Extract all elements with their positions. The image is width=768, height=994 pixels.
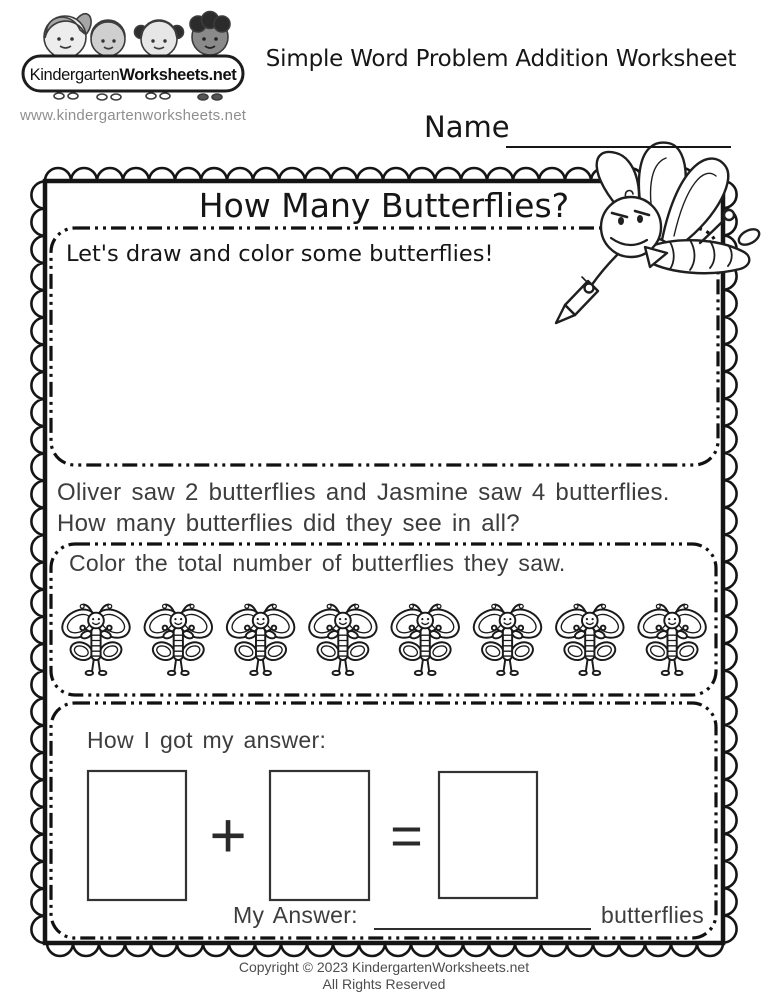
addend1-box[interactable] (88, 771, 186, 900)
butterfly-icon[interactable] (633, 604, 710, 675)
addend2-box[interactable] (270, 771, 369, 900)
my-answer-label: My Answer: (233, 902, 358, 928)
logo-text: KindergartenWorksheets.net (29, 66, 237, 84)
kindergarten-worksheets-logo (20, 6, 248, 106)
document-title: Simple Word Problem Addition Worksheet (265, 46, 737, 72)
name-input-line[interactable] (506, 112, 731, 148)
answer-input-line[interactable] (374, 902, 591, 930)
sum-box[interactable] (439, 772, 537, 898)
butterfly-row (57, 604, 710, 675)
my-answer-unit: butterflies (601, 902, 705, 928)
butterfly-icon[interactable] (387, 604, 464, 675)
color-prompt: Color the total number of butterflies they saw. (69, 550, 566, 576)
word-problem-line2: How many butterflies did they see in all? (57, 510, 520, 537)
worksheet-title: How Many Butterflies? (198, 186, 570, 225)
website-url: www.kindergartenworksheets.net (20, 107, 247, 124)
butterfly-icon[interactable] (551, 604, 628, 675)
butterfly-icon[interactable] (57, 604, 134, 675)
plus-sign: + (209, 799, 247, 871)
butterfly-icon[interactable] (304, 604, 381, 675)
butterfly-icon[interactable] (469, 604, 546, 675)
copyright-text: Copyright © 2023 KindergartenWorksheets.net (238, 959, 530, 975)
rights-text: All Rights Reserved (322, 976, 446, 992)
name-label: Name (424, 110, 510, 144)
answer-heading: How I got my answer: (87, 727, 327, 753)
draw-prompt: Let's draw and color some butterflies! (66, 241, 494, 267)
butterfly-icon[interactable] (140, 604, 217, 675)
equals-sign: = (390, 804, 423, 867)
word-problem-line1: Oliver saw 2 butterflies and Jasmine saw 4 butterflies. (57, 479, 670, 506)
butterfly-icon[interactable] (222, 604, 299, 675)
